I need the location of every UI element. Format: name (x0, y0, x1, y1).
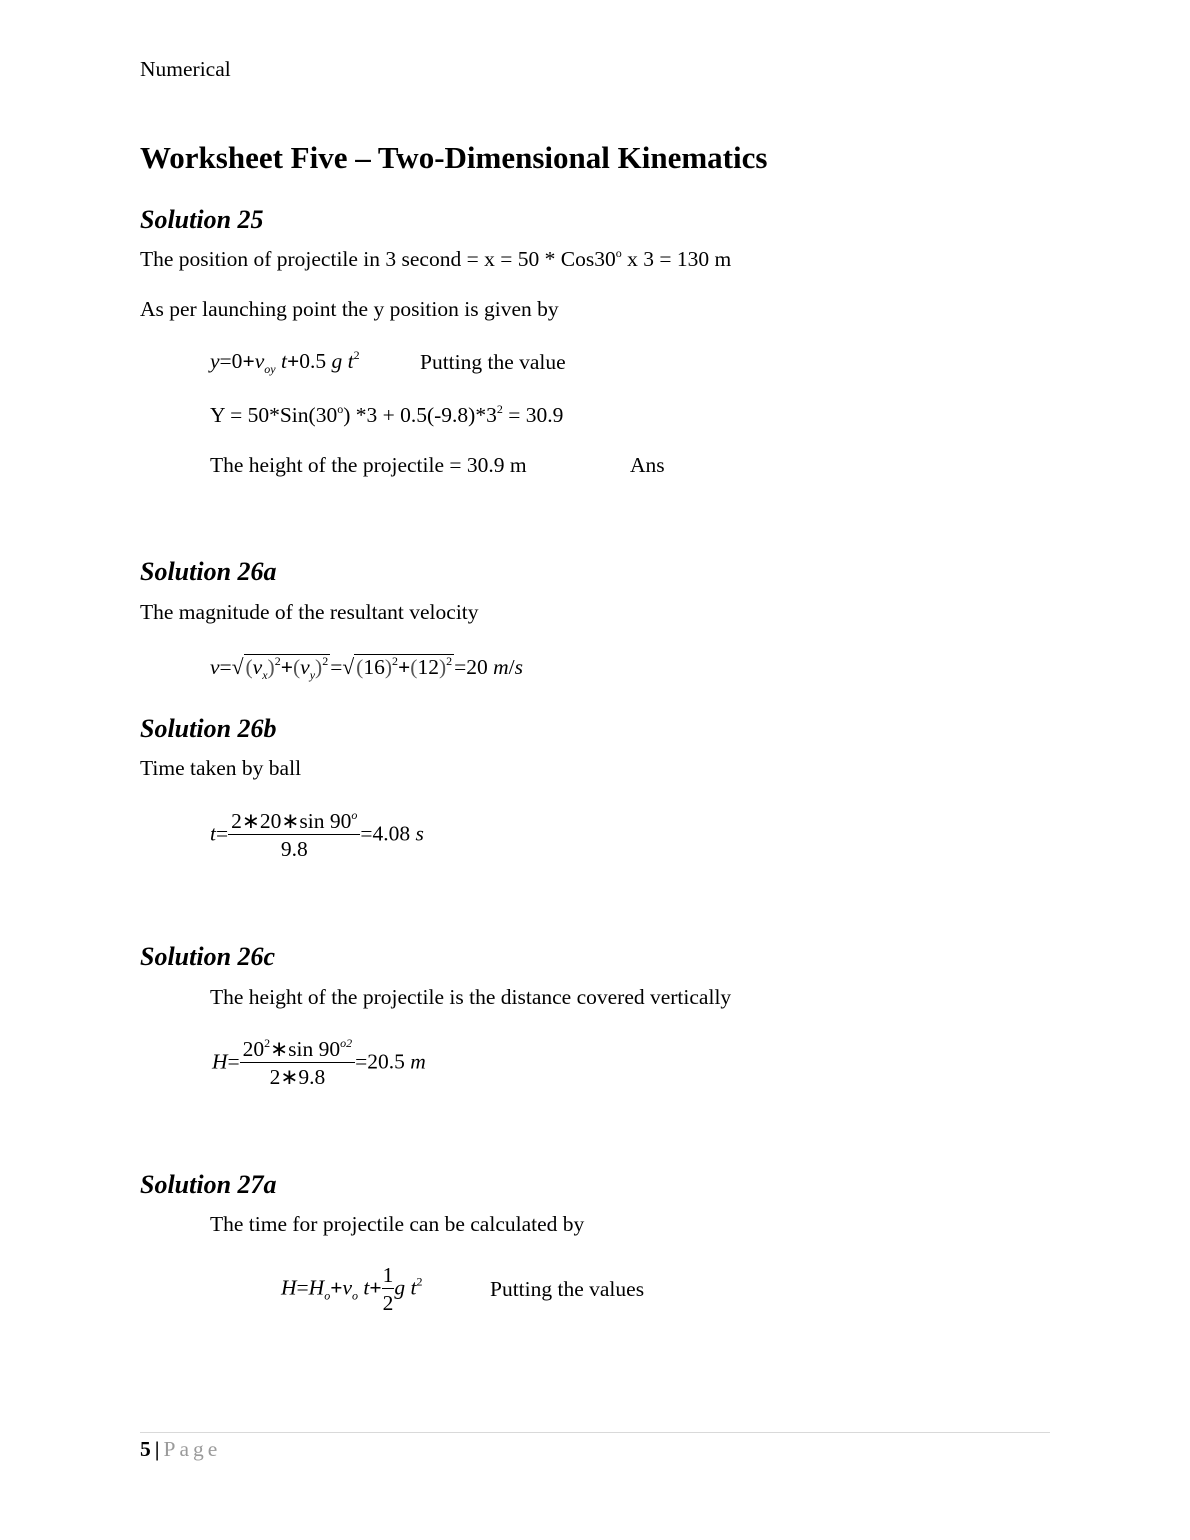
putting-value-note: Putting the value (420, 350, 566, 374)
solution-26b-text: Time taken by ball (140, 756, 302, 780)
projectile-time-equation: $H=H_o+v_o$ t+ $\frac{1}{2}$ g $t^2$ (281, 1263, 423, 1315)
solution-26c-text: The height of the projectile is the distance covered vertically (210, 985, 732, 1009)
y-position-equation: $y=0+v_{oy}$ t+0.5 g $t^2$ (210, 348, 360, 376)
page-title: Worksheet Five – Two-Dimensional Kinematics (140, 140, 768, 175)
solution-26a-heading: Solution 26a (140, 557, 277, 586)
solution-26c-heading: Solution 26c (140, 942, 276, 971)
solution-25-line-1: The position of projectile in 3 second = x = 50 * Cos30$^o$ x 3 = 130 m (140, 246, 732, 271)
page-footer (140, 1437, 221, 1462)
solution-25-line-2: As per launching point the y position is given by (140, 297, 559, 321)
solution-26a-text: The magnitude of the resultant velocity (140, 600, 479, 624)
page-number: 5 (140, 1437, 151, 1461)
height-result: The height of the projectile = 30.9 m (210, 453, 527, 477)
footer-rule (140, 1432, 1050, 1433)
velocity-magnitude-equation: $v=√(v_x)^2+(v_y)^2=√(16)^2+(12)^2=20$ m/s (210, 654, 524, 682)
footer-separator: | (154, 1437, 160, 1461)
max-height-equation: H= $\frac{20^2∗\sin 90^{o2}}{2∗9.8}$ =20.5 m (212, 1036, 426, 1089)
solution-27a-text: The time for projectile can be calculated by (210, 1212, 585, 1236)
solution-26b-heading: Solution 26b (140, 714, 277, 743)
solution-27a-heading: Solution 27a (140, 1170, 277, 1199)
answer-label: Ans (630, 453, 665, 477)
time-equation: t= $\frac{2∗20∗\sin 90^o}{9.8}$ =4.08 s (210, 808, 424, 861)
solution-25-heading: Solution 25 (140, 205, 264, 234)
putting-values-note: Putting the values (490, 1277, 645, 1301)
page-label: Page (163, 1437, 222, 1461)
running-header: Numerical (140, 57, 231, 81)
y-substitution-line: $Y = 50*Sin(30^o) *3 + 0.5(-9.8)*3^2 = 30.9$ (210, 402, 564, 427)
